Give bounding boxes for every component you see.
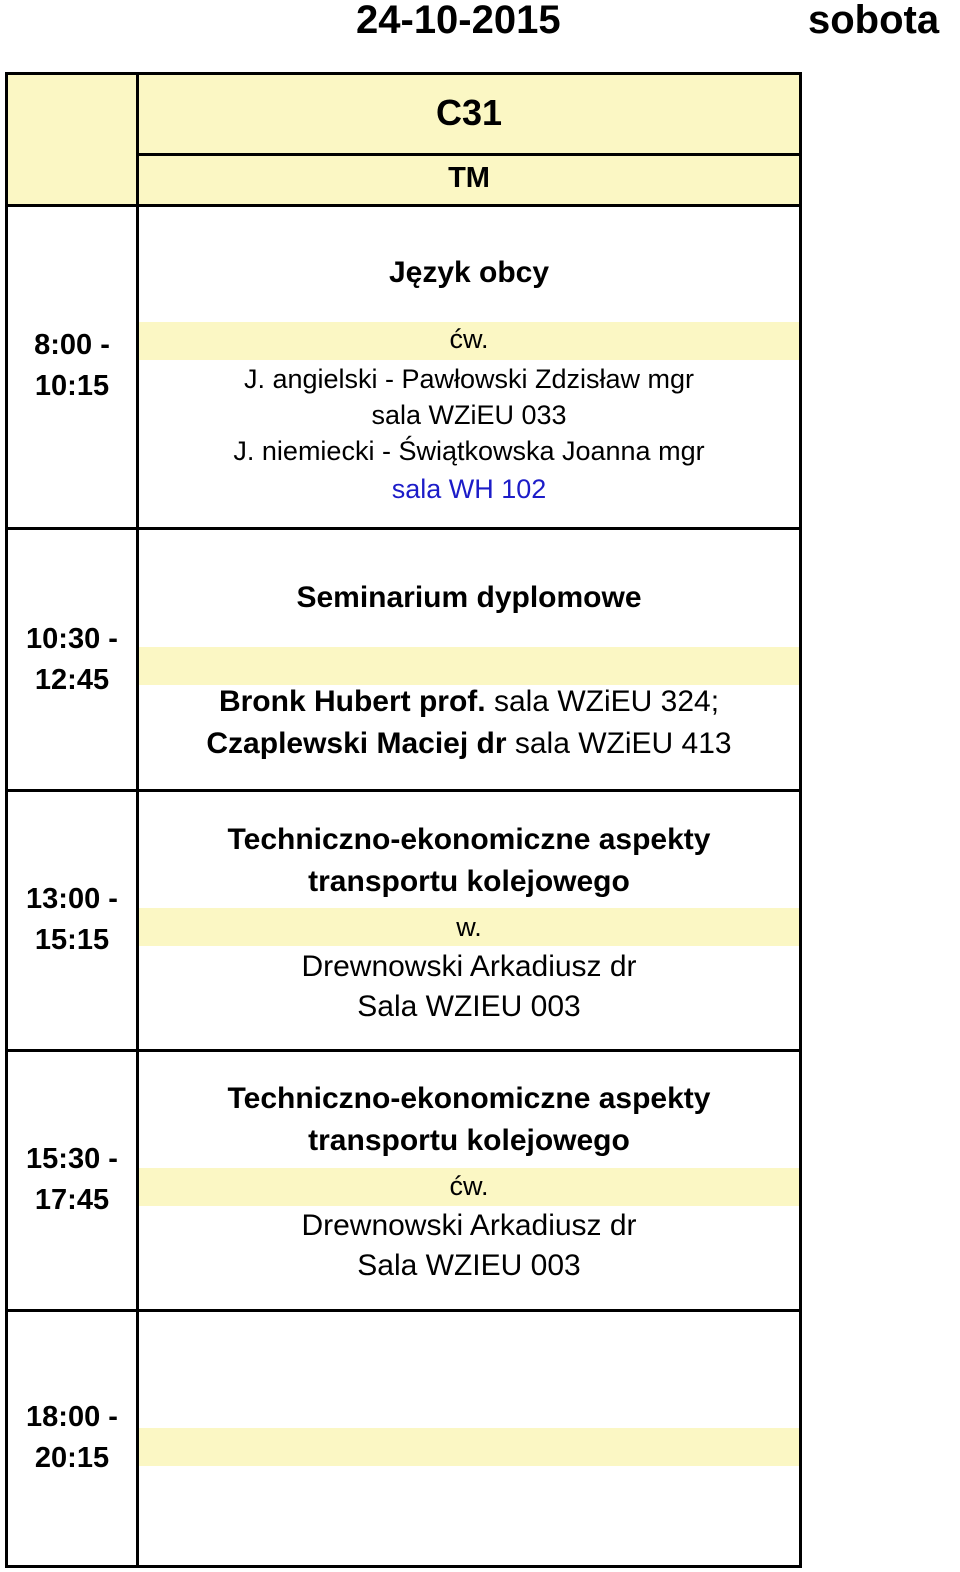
timetable-grid — [5, 72, 802, 1568]
lecturer-name: Czaplewski Maciej dr — [206, 727, 507, 760]
row-divider — [5, 1049, 802, 1052]
slot-room: Sala WZIEU 003 — [357, 1249, 581, 1282]
slot-lecturer: Drewnowski Arkadiusz dr — [301, 950, 637, 983]
date: 24-10-2015 — [356, 0, 561, 42]
room-name: sala WZiEU 324; — [485, 685, 720, 718]
slot-subject: Techniczno-ekonomiczne aspekty — [227, 823, 711, 856]
room-name: sala WZiEU 413 — [506, 727, 732, 760]
slot-time-end: 10:15 — [34, 370, 110, 402]
slot-time-start: 10:30 - — [26, 623, 118, 655]
slot-time-end: 12:45 — [34, 664, 110, 696]
slot-class-type: ćw. — [449, 324, 489, 354]
date-header — [0, 0, 960, 44]
slot-detail-line: sala WZiEU 033 — [371, 400, 567, 430]
row-divider — [5, 527, 802, 530]
weekday: sobota — [808, 0, 940, 42]
slot-time-end: 15:15 — [34, 924, 110, 956]
slot-room: Sala WZIEU 003 — [357, 990, 581, 1023]
slot-lecturer-row — [139, 685, 799, 719]
slot-subject: Język obcy — [388, 256, 550, 289]
slot-time-end: 20:15 — [34, 1442, 110, 1474]
slot-room-highlighted: sala WH 102 — [391, 474, 547, 504]
slot-time-start: 13:00 - — [26, 883, 118, 915]
slot-subject: transportu kolejowego — [308, 865, 630, 898]
lecturer-name: Bronk Hubert prof. — [218, 685, 486, 718]
subgroup-name: TM — [448, 162, 490, 194]
row-divider — [5, 789, 802, 792]
slot-lecturer: Drewnowski Arkadiusz dr — [301, 1209, 637, 1242]
slot-detail-line: J. niemiecki - Świątkowska Joanna mgr — [233, 436, 705, 466]
row-divider — [5, 1309, 802, 1312]
slot-detail-line: J. angielski - Pawłowski Zdzisław mgr — [243, 364, 695, 394]
slot-class-type: w. — [456, 912, 482, 942]
slot-time-end: 17:45 — [34, 1184, 110, 1216]
slot-time-start: 18:00 - — [26, 1401, 118, 1433]
slot-time-start: 8:00 - — [34, 329, 110, 361]
slot-subject: Seminarium dyplomowe — [296, 581, 642, 614]
row-divider — [139, 153, 801, 156]
slot-time-start: 15:30 - — [26, 1143, 118, 1175]
slot-subject: Techniczno-ekonomiczne aspekty — [227, 1082, 711, 1115]
group-name: C31 — [435, 92, 503, 133]
slot-class-type: ćw. — [449, 1171, 489, 1201]
time-column-divider — [136, 72, 139, 1568]
row-divider — [5, 204, 802, 207]
slot-subject: transportu kolejowego — [308, 1124, 630, 1157]
slot-lecturer-row — [139, 727, 799, 761]
